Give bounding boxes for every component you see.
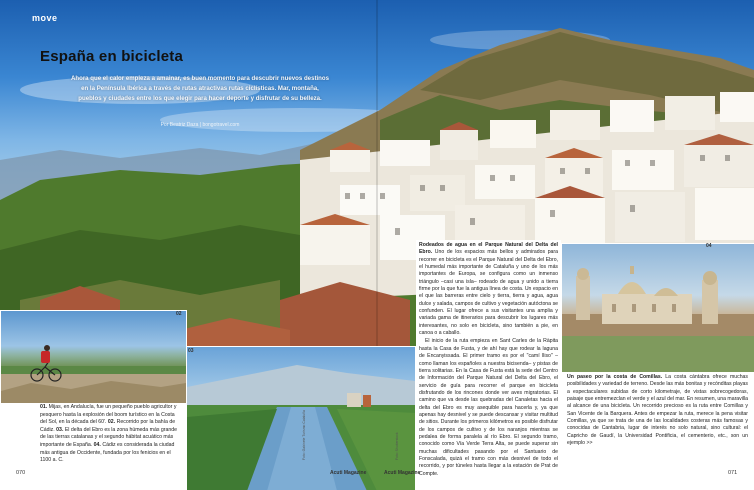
caption-01: Mijas, en Andalucía, fue un pequeño pueblo agricultor y pesquero hasta la explosión del boom turístico en la Costa del Sol, en la década del 60'. [40,404,177,426]
caption-02: Recorrido por la bahía de Cádiz. [40,419,176,433]
caption-04: Cádiz es considerada la ciudad más antigua de Occidente, fundada por los fenicios en el 1100 a. C. [40,441,175,464]
paragraph-3-lead: Un paseo por la costa de Comillas. [567,374,663,380]
magazine-name-left: Acuti Magazine [330,470,367,476]
caption-03: El delta del Ebro es la zona húmeda más grande de las tierras catalanas y el segundo hábitat acuático más importante de España. [40,426,178,448]
photo-ebro-delta-river [186,346,416,490]
article-body-column [416,240,561,477]
caption-num-02: 02. [107,419,116,426]
photo-number-04: 04 [706,243,712,249]
page-number-right: 071 [728,470,738,476]
photo-number-02: 02 [176,311,182,317]
article-title: España en bicicleta [40,48,184,65]
paragraph-1-text: Uno de los espacios más bellos y admirados para recorrer en bicicleta es el Parque Natural del Delta del Ebro, el humedal más importante de Cataluña y uno de los más importantes de Europa, se configura como un inmenso triángulo –casi una isla– rodeado de agua y unido a tierra firme por la que fue la antigua línea de costa. Un espacio en el que las barreras entre cielo y tierra, tierra y agua, agua dulce y salada, campos de cultivo y vegetación autóctona se confunden. El lugar ofrece a sus visitantes una amplia y variada gama de itinerarios para descubrir los lugares más interesantes, no solo en bicicleta, sino también a pie, en canoa o a caballo. [419,249,558,337]
paragraph-1-lead: Rodeados de agua en el Parque Natural del Delta del Ebro. [419,242,558,256]
photo-credit-2: Foto: Shutterstock [395,432,399,460]
caption-num-04: 04. [93,441,101,448]
article-byline: Por Beatriz Daza | bongotravel.com [160,122,240,128]
magazine-name-right: Acuti Magazine [384,470,421,476]
article-paragraph-2: El inicio de la ruta empieza en Sant Carles de la Ràpita hasta la Casa de Fusta, y de ahí hay que rodear la laguna de Encanyissada. El primer tramo es por el "camí lliso" –como llaman los españoles a nuestra bicisenda– y pistas de tierra solitarias. En la Casa de Fusta está la sede del Centro de Información del Parque Natural del Delta del Ebro, el servicio de guía para recorrer el parque en bicicleta disfrutando de los rincones donde ver aves migratorias. El camino que va desde las quebradas del Canaletas hacia el delta del Ebro es muy asequible para hacerla y, ya que apenas hay desnivel y se puede descansar y visitar multitud de sitios. Durante los primeros kilómetros es posible disfrutar de los campos de cultivo y de los naranjos mientras se pedalea de forma paralela al río Ebro. El segundo tramo, conocido como Vía Verde Terra Alta, se puede superar sin muchas dificultades pasando por el Santuario de Fonscalada, quizá el tramo con más desnivel de todo el recorrido, y por túneles hasta llegar a la estación de Prat de Compte. [419,338,558,477]
cathedral-illustration [562,244,754,372]
photo-number-03: 03 [188,348,194,354]
continue-arrow: >> [586,440,593,447]
article-paragraph-1 [419,242,558,337]
photo-credit-1: Foto: Gabinete Turismo Cataluña [302,410,306,460]
page-number-left: 070 [16,470,26,476]
photo-cyclist-cadiz [0,310,187,404]
paragraph-3-text: La costa cántabra ofrece muchas posibilidades y variedad de terreno. Desde las más bonitas y recónditas playas a espectaculares subidas de corto kilometraje, de vistas sobrecogedoras, paisaje que entremezclan el verde y el azul del mar. En resumen, una maravilla al alcance de una bicicleta. Un recorrido precioso es la ruta entre Comillas y San Vicente de la Barquera. Antes de empezar la ruta, merece la pena visitar Comillas, ya que se trata de una de las localidades costeras más famosas y conocidas de Cantabria, lugar de interés no solo natural, sino cultural: el Capricho de Gaudí, la Universidad Pontificia, el cementerio, etc., son un ejemplo [567,374,748,447]
article-paragraph-3 [567,374,748,447]
caption-num-01: 01. [40,404,48,410]
article-intro: Ahora que el calor empieza a amainar, es buen momento para descubrir nuevos destinos en la Península Ibérica a través de rutas atractivas rutas ciclísticas. Mar, montaña, pueblos y ciudades entre los que elegir para hacer deporte y disfrutar de su belleza. [70,75,330,102]
article-body-right [561,372,754,476]
section-label: move [32,13,58,23]
photo-captions [40,404,183,465]
river-illustration [187,347,415,490]
cyclist-illustration [1,311,186,403]
caption-num-03: 03. [56,426,64,433]
photo-cadiz-cathedral [561,243,754,373]
